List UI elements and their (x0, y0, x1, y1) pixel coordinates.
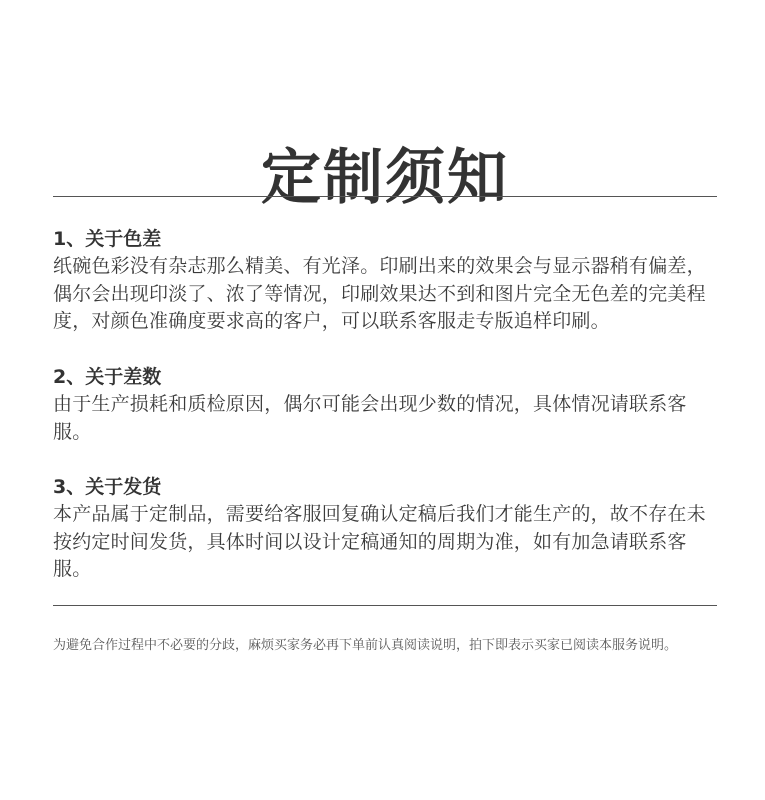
section-body: 由于生产损耗和质检原因，偶尔可能会出现少数的情况，具体情况请联系客服。 (53, 393, 687, 443)
page-title: 定制须知 (261, 143, 509, 214)
section-shipping (53, 474, 717, 584)
section-heading: 3、关于发货 (53, 476, 162, 498)
section-heading: 1、关于色差 (53, 228, 162, 250)
footer-note: 为避免合作过程中不必要的分歧，麻烦买家务必再下单前认真阅读说明，拍下即表示买家已阅读本服务说明。 (53, 638, 678, 653)
section-body: 纸碗色彩没有杂志那么精美、有光泽。印刷出来的效果会与显示器稍有偏差，偶尔会出现印淡了、浓了等情况，印刷效果达不到和图片完全无色差的完美程度，对颜色准确度要求高的客户，可以联系客服走专版追样印刷。 (53, 255, 706, 332)
section-body: 本产品属于定制品，需要给客服回复确认定稿后我们才能生产的，故不存在未按约定时间发货，具体时间以设计定稿通知的周期为准，如有加急请联系客服。 (53, 503, 706, 580)
bottom-divider (53, 605, 717, 606)
section-heading: 2、关于差数 (53, 366, 162, 388)
section-color-difference (53, 226, 717, 336)
top-divider (53, 196, 717, 197)
section-quantity-difference (53, 364, 717, 446)
